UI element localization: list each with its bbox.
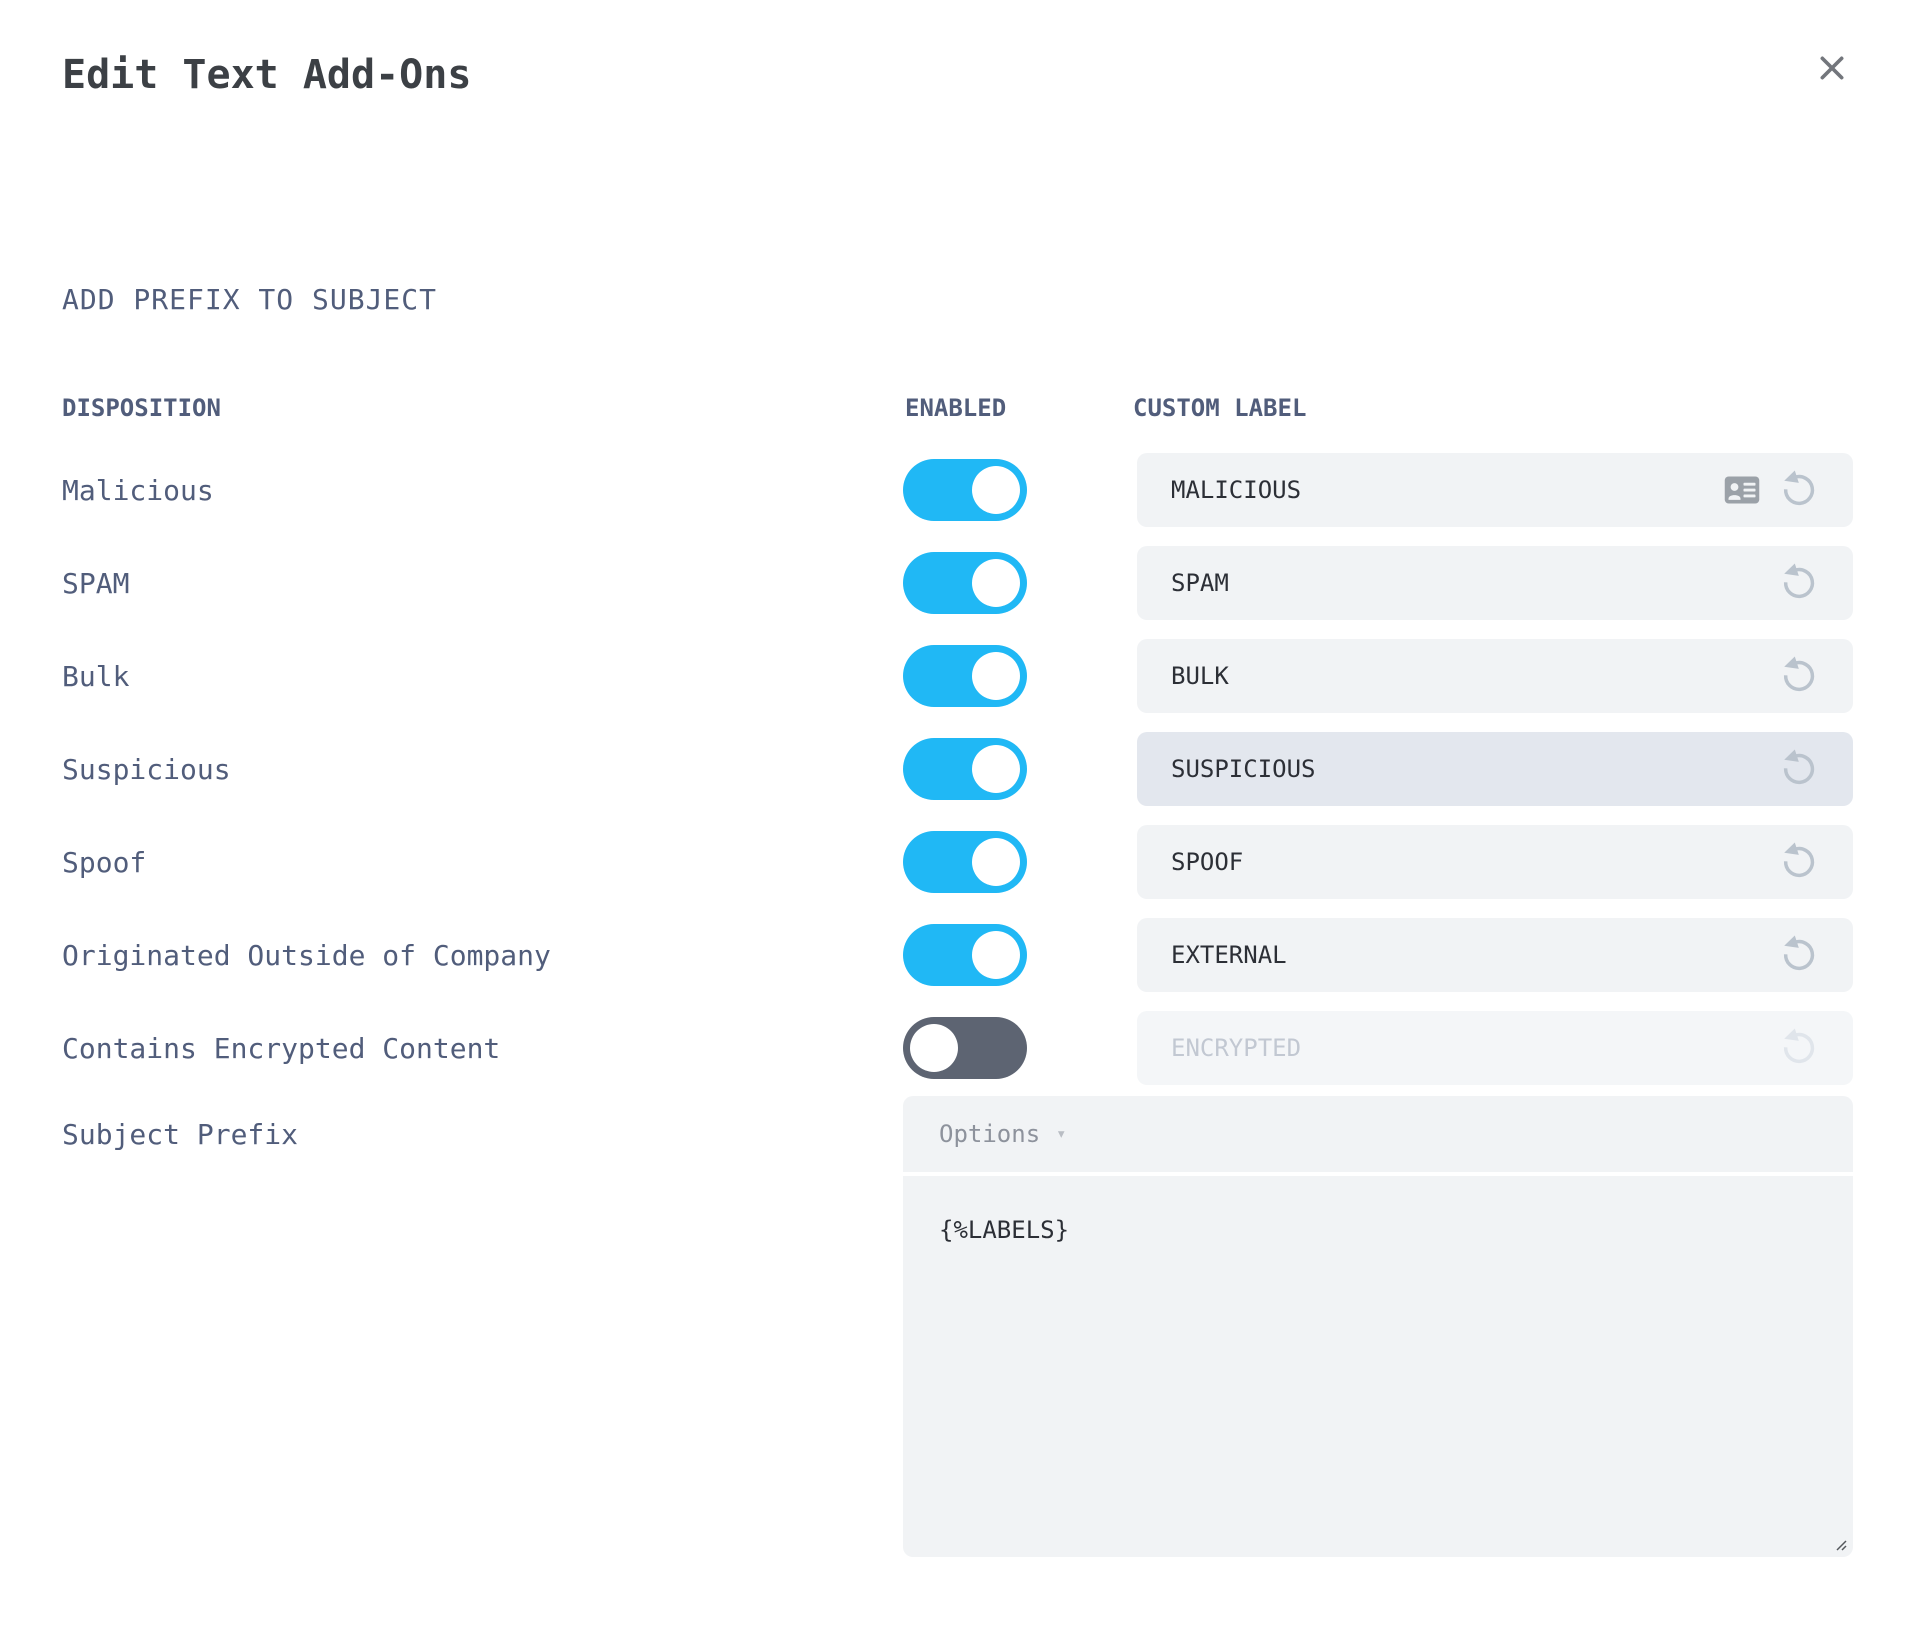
toggle-knob <box>910 1024 958 1072</box>
disposition-row <box>0 453 1908 527</box>
custom-label-value: EXTERNAL <box>1171 941 1287 969</box>
disposition-row <box>0 825 1908 899</box>
subject-prefix-value: {%LABELS} <box>939 1216 1070 1244</box>
custom-label-value: SPOOF <box>1171 848 1244 876</box>
column-header-custom-label: CUSTOM LABEL <box>1133 394 1307 422</box>
disposition-label-text: SPAM <box>62 566 130 600</box>
reset-icon[interactable] <box>1777 933 1821 977</box>
dialog-title: Edit Text Add-Ons <box>62 52 472 98</box>
custom-label-value: ENCRYPTED <box>1171 1034 1302 1062</box>
disposition-label <box>62 453 214 527</box>
disposition-row <box>0 918 1908 992</box>
custom-label-field[interactable] <box>1137 732 1853 806</box>
chevron-down-icon: ▾ <box>1056 1124 1067 1144</box>
disposition-row <box>0 639 1908 713</box>
enabled-toggle[interactable] <box>903 738 1027 800</box>
custom-label-value: BULK <box>1171 662 1229 690</box>
custom-label-field[interactable] <box>1137 1011 1853 1085</box>
toggle-knob <box>972 838 1020 886</box>
disposition-row <box>0 1011 1908 1085</box>
custom-label-value: MALICIOUS <box>1171 476 1302 504</box>
reset-icon[interactable] <box>1777 468 1821 512</box>
disposition-label <box>62 639 129 713</box>
custom-label-field[interactable] <box>1137 825 1853 899</box>
custom-label-value: SPAM <box>1171 569 1229 597</box>
disposition-label-text: Originated Outside of Company <box>62 938 551 972</box>
toggle-knob <box>972 931 1020 979</box>
disposition-label-text: Spoof <box>62 845 147 879</box>
subject-prefix-textarea[interactable] <box>903 1176 1853 1557</box>
section-heading: ADD PREFIX TO SUBJECT <box>62 283 438 316</box>
disposition-label <box>62 1011 500 1085</box>
custom-label-field[interactable] <box>1137 546 1853 620</box>
disposition-label <box>62 918 551 992</box>
enabled-toggle[interactable] <box>903 831 1027 893</box>
disposition-label-text: Malicious <box>62 473 214 507</box>
options-dropdown-label: Options <box>939 1120 1041 1148</box>
enabled-toggle[interactable] <box>903 552 1027 614</box>
reset-icon[interactable] <box>1777 561 1821 605</box>
disposition-label <box>62 546 129 620</box>
subject-prefix-label <box>62 1096 298 1172</box>
enabled-toggle[interactable] <box>903 645 1027 707</box>
column-header-disposition: DISPOSITION <box>62 394 221 422</box>
disposition-label <box>62 825 146 899</box>
reset-icon[interactable] <box>1777 1026 1821 1070</box>
toggle-knob <box>972 559 1020 607</box>
contact-card-icon[interactable] <box>1724 475 1760 505</box>
custom-label-field[interactable] <box>1137 453 1853 527</box>
enabled-toggle[interactable] <box>903 1017 1027 1079</box>
custom-label-field[interactable] <box>1137 918 1853 992</box>
options-dropdown[interactable] <box>903 1096 1853 1172</box>
enabled-toggle[interactable] <box>903 459 1027 521</box>
reset-icon[interactable] <box>1777 747 1821 791</box>
toggle-knob <box>972 652 1020 700</box>
reset-icon[interactable] <box>1777 840 1821 884</box>
disposition-label <box>62 732 231 806</box>
subject-prefix-label-text: Subject Prefix <box>62 1117 299 1151</box>
resize-handle-icon[interactable] <box>1828 1532 1848 1552</box>
disposition-label-text: Bulk <box>62 659 130 693</box>
disposition-row <box>0 546 1908 620</box>
custom-label-field[interactable] <box>1137 639 1853 713</box>
toggle-knob <box>972 745 1020 793</box>
disposition-label-text: Suspicious <box>62 752 231 786</box>
enabled-toggle[interactable] <box>903 924 1027 986</box>
reset-icon[interactable] <box>1777 654 1821 698</box>
column-header-enabled: ENABLED <box>905 394 1007 422</box>
disposition-label-text: Contains Encrypted Content <box>62 1031 501 1065</box>
custom-label-value: SUSPICIOUS <box>1171 755 1316 783</box>
disposition-row <box>0 732 1908 806</box>
toggle-knob <box>972 466 1020 514</box>
